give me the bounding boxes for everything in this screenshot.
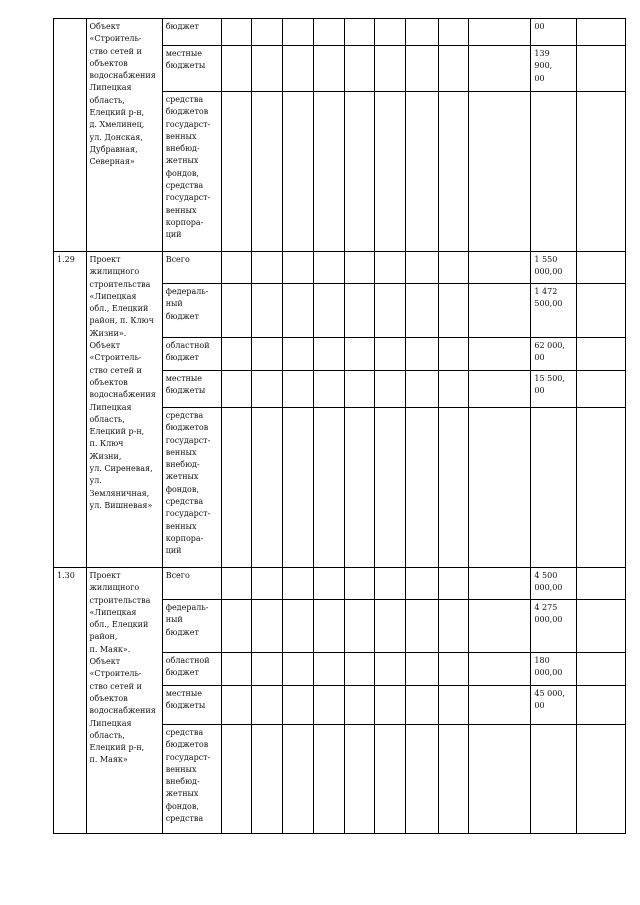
empty-cell xyxy=(282,252,313,284)
empty-cell xyxy=(374,408,405,568)
row-number: 1.30 xyxy=(54,568,87,834)
amount-value: 1 472 500,00 xyxy=(531,284,577,338)
funding-source: местные бюджеты xyxy=(162,686,221,725)
empty-cell xyxy=(344,92,374,252)
empty-cell xyxy=(469,252,531,284)
empty-cell xyxy=(469,284,531,338)
empty-cell xyxy=(344,371,374,408)
funding-source: Всего xyxy=(162,568,221,600)
empty-cell xyxy=(314,252,344,284)
empty-cell xyxy=(438,284,468,338)
funding-source: местные бюджеты xyxy=(162,46,221,92)
empty-cell xyxy=(252,284,282,338)
row-number: 1.29 xyxy=(54,252,87,568)
empty-cell xyxy=(344,338,374,371)
empty-cell xyxy=(469,338,531,371)
empty-cell xyxy=(282,653,313,686)
empty-cell xyxy=(282,284,313,338)
empty-cell xyxy=(374,686,405,725)
empty-cell xyxy=(577,252,626,284)
empty-cell xyxy=(252,92,282,252)
empty-cell xyxy=(221,653,251,686)
empty-cell xyxy=(252,19,282,46)
empty-cell xyxy=(406,725,439,834)
empty-cell xyxy=(469,46,531,92)
empty-cell xyxy=(577,338,626,371)
empty-cell xyxy=(374,19,405,46)
funding-source: областной бюджет xyxy=(162,338,221,371)
empty-cell xyxy=(252,600,282,653)
amount-value xyxy=(531,92,577,252)
empty-cell xyxy=(469,653,531,686)
funding-source: средства бюджетов государст- венных внебюд- жетных фондов, средства государст- венных корпора- ций xyxy=(162,408,221,568)
empty-cell xyxy=(314,338,344,371)
empty-cell xyxy=(406,284,439,338)
empty-cell xyxy=(577,725,626,834)
empty-cell xyxy=(344,284,374,338)
empty-cell xyxy=(406,686,439,725)
project-name: Проект жилищного строительства «Липецкая обл., Елецкий район, п. Ключ Жизни». Объект «Строитель- ство сетей и объектов водоснабжения Липецкая область, Елецкий р-н, п. Ключ Жизни, ул. Сиреневая, ул. Земляничная, ул. Вишневая» xyxy=(86,252,162,568)
funding-source: средства бюджетов государст- венных внебюд- жетных фондов, средства xyxy=(162,725,221,834)
empty-cell xyxy=(438,92,468,252)
empty-cell xyxy=(469,92,531,252)
empty-cell xyxy=(314,19,344,46)
empty-cell xyxy=(374,92,405,252)
empty-cell xyxy=(344,568,374,600)
funding-source: областной бюджет xyxy=(162,653,221,686)
empty-cell xyxy=(577,568,626,600)
empty-cell xyxy=(344,600,374,653)
empty-cell xyxy=(469,371,531,408)
project-name: Объект «Строитель- ство сетей и объектов водоснабжения Липецкая область, Елецкий р-н, д. Хмелинец, ул. Донская, Дубравная, Северная» xyxy=(86,19,162,252)
amount-value: 139 900, 00 xyxy=(531,46,577,92)
empty-cell xyxy=(344,46,374,92)
empty-cell xyxy=(469,725,531,834)
empty-cell xyxy=(577,600,626,653)
empty-cell xyxy=(406,653,439,686)
amount-value xyxy=(531,408,577,568)
empty-cell xyxy=(282,338,313,371)
empty-cell xyxy=(438,600,468,653)
amount-value: 15 500, 00 xyxy=(531,371,577,408)
empty-cell xyxy=(438,19,468,46)
empty-cell xyxy=(221,371,251,408)
empty-cell xyxy=(438,686,468,725)
empty-cell xyxy=(282,46,313,92)
empty-cell xyxy=(314,725,344,834)
empty-cell xyxy=(252,686,282,725)
funding-source: Всего xyxy=(162,252,221,284)
empty-cell xyxy=(344,252,374,284)
empty-cell xyxy=(438,371,468,408)
empty-cell xyxy=(374,725,405,834)
empty-cell xyxy=(221,19,251,46)
empty-cell xyxy=(344,408,374,568)
empty-cell xyxy=(438,568,468,600)
amount-value: 1 550 000,00 xyxy=(531,252,577,284)
table-row xyxy=(54,19,626,46)
empty-cell xyxy=(252,46,282,92)
empty-cell xyxy=(221,284,251,338)
empty-cell xyxy=(406,19,439,46)
empty-cell xyxy=(344,686,374,725)
empty-cell xyxy=(344,653,374,686)
empty-cell xyxy=(406,371,439,408)
empty-cell xyxy=(314,568,344,600)
amount-value: 62 000, 00 xyxy=(531,338,577,371)
empty-cell xyxy=(252,568,282,600)
empty-cell xyxy=(282,92,313,252)
empty-cell xyxy=(577,686,626,725)
empty-cell xyxy=(344,725,374,834)
empty-cell xyxy=(282,600,313,653)
amount-value: 4 500 000,00 xyxy=(531,568,577,600)
empty-cell xyxy=(314,408,344,568)
empty-cell xyxy=(252,338,282,371)
empty-cell xyxy=(282,686,313,725)
empty-cell xyxy=(314,653,344,686)
empty-cell xyxy=(438,653,468,686)
empty-cell xyxy=(469,568,531,600)
empty-cell xyxy=(314,92,344,252)
empty-cell xyxy=(221,686,251,725)
empty-cell xyxy=(252,408,282,568)
empty-cell xyxy=(221,92,251,252)
empty-cell xyxy=(252,371,282,408)
funding-source: федераль- ный бюджет xyxy=(162,600,221,653)
empty-cell xyxy=(252,252,282,284)
budget-table xyxy=(53,18,626,834)
empty-cell xyxy=(577,92,626,252)
empty-cell xyxy=(406,408,439,568)
amount-value: 4 275 000,00 xyxy=(531,600,577,653)
empty-cell xyxy=(577,408,626,568)
funding-source: бюджет xyxy=(162,19,221,46)
empty-cell xyxy=(282,19,313,46)
empty-cell xyxy=(438,252,468,284)
empty-cell xyxy=(221,600,251,653)
empty-cell xyxy=(314,686,344,725)
empty-cell xyxy=(374,653,405,686)
empty-cell xyxy=(314,284,344,338)
empty-cell xyxy=(577,653,626,686)
empty-cell xyxy=(577,284,626,338)
empty-cell xyxy=(282,371,313,408)
table-row xyxy=(54,252,626,284)
empty-cell xyxy=(469,19,531,46)
table-row xyxy=(54,568,626,600)
empty-cell xyxy=(438,338,468,371)
empty-cell xyxy=(282,725,313,834)
empty-cell xyxy=(438,725,468,834)
empty-cell xyxy=(469,686,531,725)
empty-cell xyxy=(314,371,344,408)
empty-cell xyxy=(221,252,251,284)
amount-value: 180 000,00 xyxy=(531,653,577,686)
empty-cell xyxy=(438,46,468,92)
empty-cell xyxy=(221,338,251,371)
empty-cell xyxy=(406,338,439,371)
amount-value: 45 000, 00 xyxy=(531,686,577,725)
empty-cell xyxy=(374,371,405,408)
empty-cell xyxy=(406,92,439,252)
funding-source: федераль- ный бюджет xyxy=(162,284,221,338)
empty-cell xyxy=(406,600,439,653)
empty-cell xyxy=(374,284,405,338)
empty-cell xyxy=(252,653,282,686)
empty-cell xyxy=(314,46,344,92)
empty-cell xyxy=(577,19,626,46)
empty-cell xyxy=(374,600,405,653)
empty-cell xyxy=(577,46,626,92)
funding-source: средства бюджетов государст- венных внебюд- жетных фондов, средства государст- венных корпора- ций xyxy=(162,92,221,252)
project-name: Проект жилищного строительства «Липецкая обл., Елецкий район, п. Маяк». Объект «Строитель- ство сетей и объектов водоснабжения Липецкая область, Елецкий р-н, п. Маяк» xyxy=(86,568,162,834)
empty-cell xyxy=(374,338,405,371)
empty-cell xyxy=(577,371,626,408)
amount-value: 00 xyxy=(531,19,577,46)
empty-cell xyxy=(406,568,439,600)
funding-source: местные бюджеты xyxy=(162,371,221,408)
empty-cell xyxy=(374,568,405,600)
empty-cell xyxy=(469,408,531,568)
empty-cell xyxy=(406,46,439,92)
empty-cell xyxy=(221,46,251,92)
empty-cell xyxy=(469,600,531,653)
empty-cell xyxy=(438,408,468,568)
empty-cell xyxy=(282,568,313,600)
empty-cell xyxy=(314,600,344,653)
empty-cell xyxy=(221,725,251,834)
empty-cell xyxy=(252,725,282,834)
empty-cell xyxy=(406,252,439,284)
amount-value xyxy=(531,725,577,834)
empty-cell xyxy=(374,252,405,284)
empty-cell xyxy=(221,568,251,600)
empty-cell xyxy=(374,46,405,92)
empty-cell xyxy=(344,19,374,46)
empty-cell xyxy=(282,408,313,568)
row-number xyxy=(54,19,87,252)
empty-cell xyxy=(221,408,251,568)
